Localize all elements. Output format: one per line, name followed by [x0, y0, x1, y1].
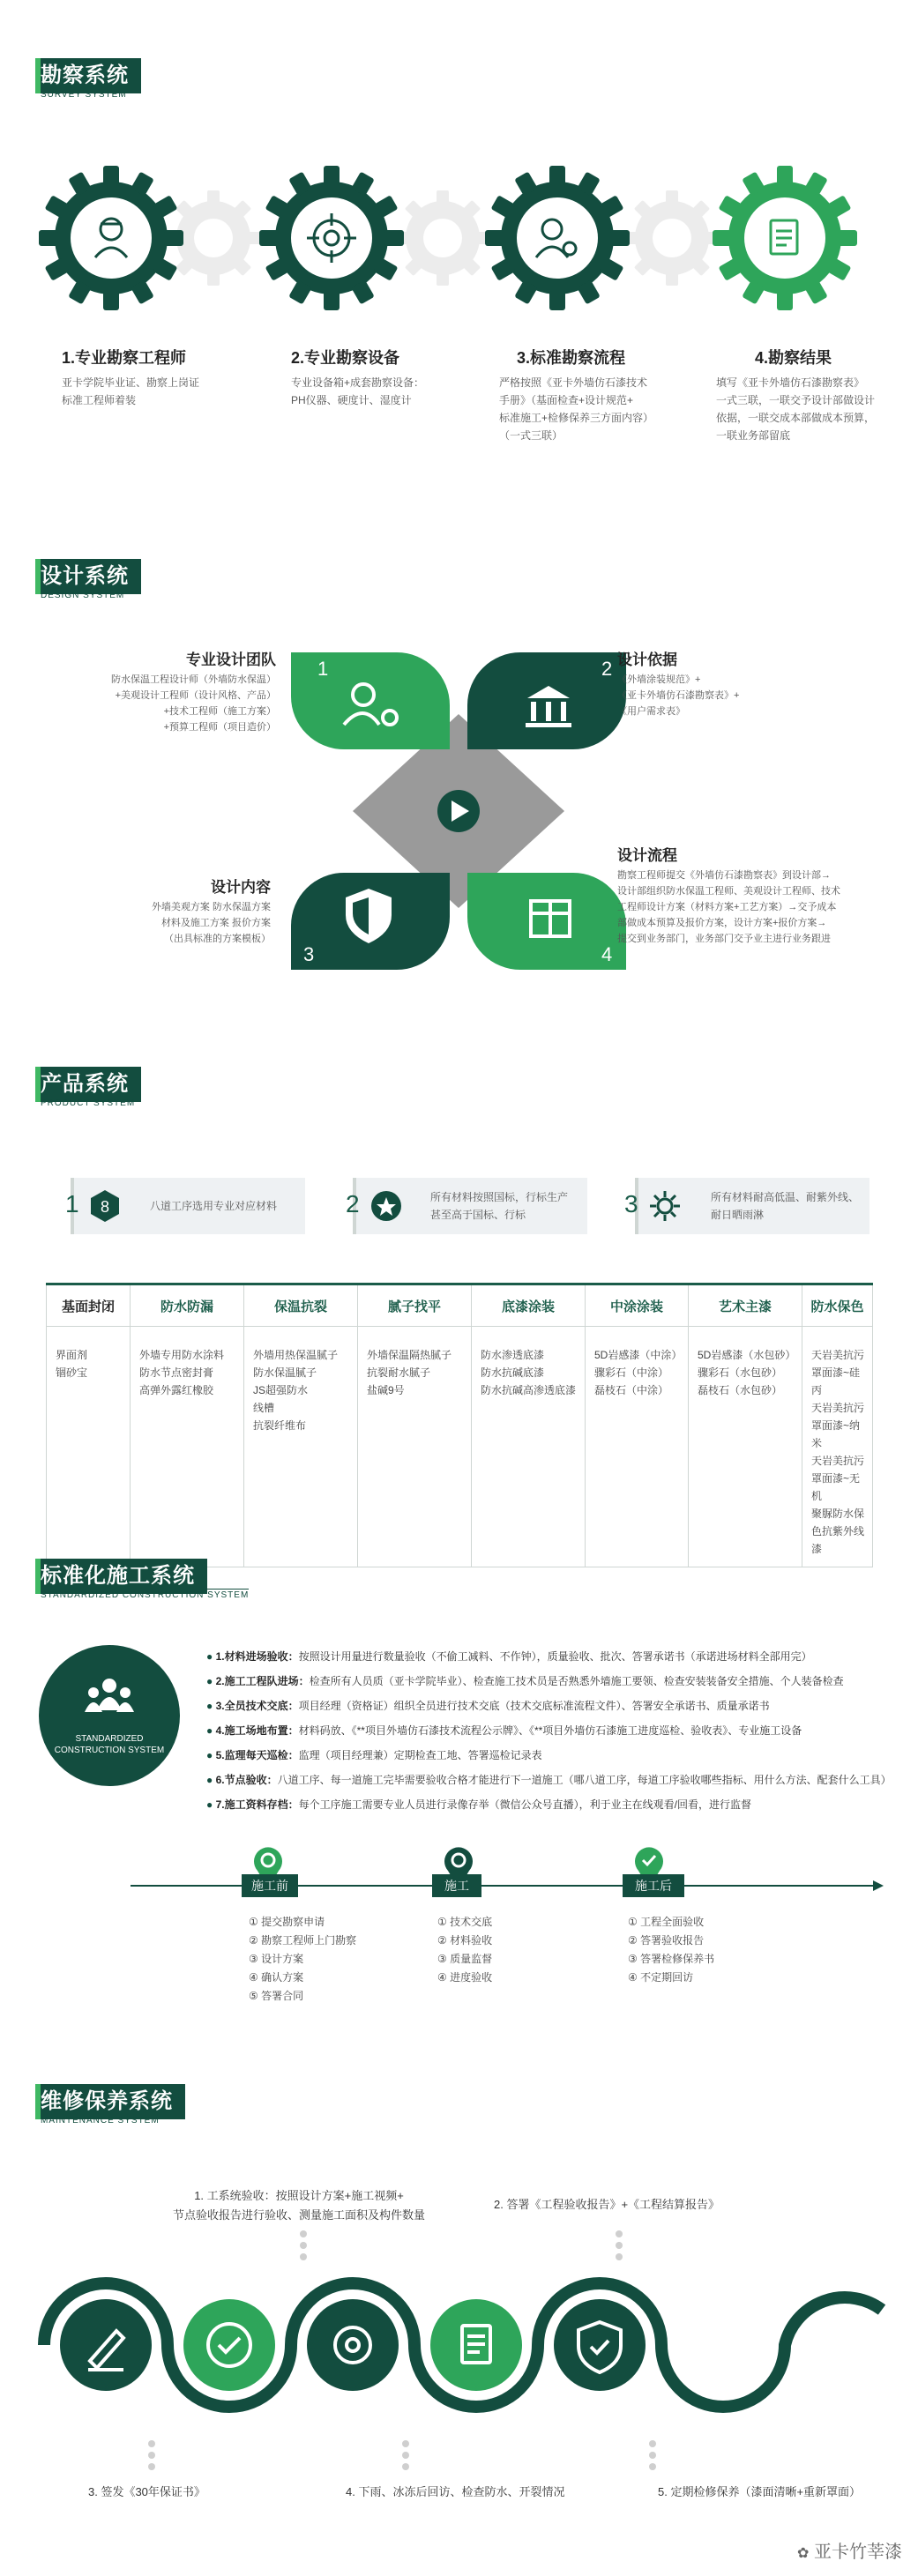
dot-connector	[402, 2440, 409, 2475]
stage-step: ① 提交勘察申请	[249, 1916, 325, 1928]
construction-item-4: ● 4.施工场地布置：材料码放、《**项目外墙仿石漆技术流程公示牌》、《**项目外墙仿石漆施工进度巡检、验收表》、专业施工设备	[206, 1724, 802, 1737]
design-team-title: 专业设计团队	[186, 651, 276, 668]
stage-step: ④ 进度验收	[437, 1971, 493, 1984]
design-num-1: 1	[317, 658, 329, 680]
design-num-2: 2	[601, 658, 613, 680]
product-cell: 5D岩感漆（水包砂） 骤彩石（水包砂） 磊枝石（水包砂）	[689, 1327, 802, 1567]
product-tag-text-3: 所有材料耐高低温、耐紫外线、 耐日晒雨淋	[711, 1191, 860, 1221]
product-title: 产品系统	[35, 1067, 141, 1102]
construction-item-head: 7.施工资料存档：	[215, 1798, 299, 1811]
stage-step: ③ 质量监督	[437, 1953, 493, 1965]
stage-step: ④ 不定期回访	[628, 1971, 694, 1984]
construction-item-head: 3.全员技术交底：	[215, 1700, 299, 1712]
construction-subtitle: STANDARDIZED CONSTRUCTION SYSTEM	[41, 1590, 250, 1600]
wechat-icon: ✿	[797, 2546, 810, 2561]
construction-item-text: 检查所有人员质（亚卡学院毕业）、检查施工技术员是否熟悉外墙施工要领、检查安装装备安全措施、个人装备检查	[309, 1675, 844, 1687]
eight-badge-icon	[88, 1188, 122, 1224]
construction-item-7: ● 7.施工资料存档：每个工序施工需要专业人员进行录像存举（微信公众号直播），利于业主在线观看/回看，进行监督	[206, 1798, 751, 1811]
product-cell: 天岩美抗污罩面漆~硅丙 天岩美抗污罩面漆~纳米 天岩美抗污罩面漆~无机 聚脲防水保色抗紫外线漆	[802, 1327, 873, 1567]
maintenance-step-2: 2. 答署《工程验收报告》+《工程结算报告》	[494, 2198, 720, 2211]
survey-item-title-2: 2.专业勘察设备	[291, 349, 400, 367]
product-th: 底漆涂装	[472, 1284, 586, 1327]
dot-connector	[649, 2440, 656, 2475]
product-cell: 外墙专用防水涂料 防水节点密封膏 高弹外露红橡胶	[131, 1327, 244, 1567]
design-basis-title: 设计依据	[617, 651, 677, 668]
product-subtitle: PRODUCT SYSTEM	[41, 1098, 136, 1108]
survey-item-desc-2: 专业设备箱+成套勘察设备： PH仪器、硬度计、湿度计	[291, 376, 425, 406]
maintenance-wave	[35, 2257, 899, 2433]
watermark-text: 亚卡竹莘漆	[814, 2542, 902, 2562]
construction-item-6: ● 6.节点验收：八道工序、每一道施工完毕需要验收合格才能进行下一道施工（哪八道工序，每道工序验收哪些指标、用什么方法、配套什么工具）	[206, 1774, 892, 1786]
product-cell: 界面剂 锢砂宝	[47, 1327, 131, 1567]
survey-item-desc-3: 严格按照《亚卡外墙仿石漆技术 手册》（基面检查+设计规范+ 标准施工+检修保养三方面内容） （一式三联）	[499, 376, 654, 442]
survey-subtitle: SURVEY SYSTEM	[41, 90, 127, 100]
stage-step: ② 答署验收报告	[628, 1934, 705, 1947]
design-diagram	[282, 644, 635, 979]
survey-item-title-3: 3.标准勘察流程	[517, 349, 626, 367]
construction-item-text: 每个工序施工需要专业人员进行录像存举（微信公众号直播），利于业主在线观看/回看，进行监督	[298, 1798, 751, 1811]
product-cell: 5D岩感漆（中涂） 骤彩石（中涂） 磊枝石（中涂）	[586, 1327, 689, 1567]
stage-before: 施工前	[242, 1874, 298, 1897]
product-th: 艺术主漆	[689, 1284, 802, 1327]
design-team-desc: 防水保温工程设计师（外墙防水保温） +美观设计工程师（设计风格、产品） +技术工程师（施工方案） +预算工程师（项目造价）	[111, 674, 276, 733]
product-th: 腻子找平	[358, 1284, 472, 1327]
maintenance-step-5: 5. 定期检修保养（漆面清晰+重新罩面）	[658, 2485, 862, 2498]
product-table	[46, 1283, 873, 1567]
construction-item-3: ● 3.全员技术交底：项目经理（资格证）组织全员进行技术交底（技术交底标准流程文件）、答署安全承诺书、质量承诺书	[206, 1700, 770, 1712]
dot-connector	[148, 2440, 155, 2475]
product-th: 防水防漏	[131, 1284, 244, 1327]
construction-item-text: 八道工序、每一道施工完毕需要验收合格才能进行下一道施工（哪八道工序，每道工序验收哪些指标、用什么方法、配套什么工具）	[277, 1774, 892, 1786]
product-th: 保温抗裂	[244, 1284, 358, 1327]
survey-item-title-4: 4.勘察结果	[755, 349, 832, 367]
team-icon	[83, 1675, 136, 1719]
stage-after: 施工后	[623, 1874, 684, 1897]
star-badge-icon	[369, 1188, 404, 1224]
stage-step: ③ 设计方案	[249, 1953, 304, 1965]
stage-step: ⑤ 答署合同	[249, 1990, 304, 2002]
construction-badge-text: STANDARDIZED CONSTRUCTION SYSTEM	[54, 1734, 165, 1755]
product-tag-num-3: 3	[624, 1190, 638, 1217]
survey-title: 勘察系统	[35, 58, 141, 93]
survey-gears	[0, 150, 918, 335]
maintenance-step-3: 3. 签发《30年保证书》	[88, 2485, 205, 2498]
design-title: 设计系统	[35, 559, 141, 594]
construction-item-head: 4.施工场地布置：	[215, 1724, 299, 1737]
stage-step: ④ 确认方案	[249, 1971, 304, 1984]
maintenance-title: 维修保养系统	[35, 2084, 185, 2119]
construction-badge	[39, 1645, 180, 1786]
design-subtitle: DESIGN SYSTEM	[41, 591, 125, 600]
construction-item-2: ● 2.施工工程队进场：检查所有人员质（亚卡学院毕业）、检查施工技术员是否熟悉外墙施工要领、检查安装装备安全措施、个人装备检查	[206, 1675, 844, 1687]
maintenance-step-4: 4. 下雨、冰冻后回访、检查防水、开裂情况	[346, 2485, 565, 2498]
stage-step: ① 技术交底	[437, 1916, 493, 1928]
design-content-desc: 外墙美观方案 防水保温方案 材料及施工方案 报价方案 （出具标准的方案模板）	[151, 902, 271, 944]
stage-during: 施工	[432, 1874, 481, 1897]
design-num-3: 3	[303, 943, 315, 965]
stage-step: ③ 答署检修保养书	[628, 1953, 715, 1965]
design-basis-desc: 《外墙涂装规范》+ 《亚卡外墙仿石漆勘察表》+ 《用户需求表》	[617, 674, 740, 717]
construction-item-head: 5.监理每天巡检：	[215, 1749, 299, 1761]
product-cell: 外墙用热保温腻子 防水保温腻子 JS超强防水 线槽 抗裂纤维布	[244, 1327, 358, 1567]
stage-step: ② 勘察工程师上门勘察	[249, 1934, 357, 1947]
stage-step: ① 工程全面验收	[628, 1916, 705, 1928]
construction-item-head: 2.施工工程队进场：	[215, 1675, 310, 1687]
product-th: 中涂涂装	[586, 1284, 689, 1327]
product-tag-text-2: 所有材料按照国标，行标生产 甚至高于国标、行标	[430, 1191, 569, 1221]
construction-item-text: 材料码放、《**项目外墙仿石漆技术流程公示牌》、《**项目外墙仿石漆施工进度巡检、验收表》、专业施工设备	[298, 1724, 802, 1737]
maintenance-subtitle: MAINTENANCE SYSTEM	[41, 2116, 160, 2126]
product-cell: 防水渗透底漆 防水抗碱底漆 防水抗碱高渗透底漆	[472, 1327, 586, 1567]
product-tag-num-1: 1	[65, 1190, 79, 1217]
design-content-title: 设计内容	[211, 879, 271, 896]
construction-item-head: 6.节点验收：	[215, 1774, 278, 1786]
construction-item-head: 1.材料进场验收：	[215, 1650, 299, 1663]
product-tag-num-2: 2	[346, 1190, 360, 1217]
design-flow-title: 设计流程	[617, 847, 677, 864]
timeline-arrow-icon	[873, 1880, 884, 1891]
design-flow-desc: 勘察工程师提交《外墙仿石漆勘察表》到设计部→ 设计部组织防水保温工程师、美观设计工程师、技术 工程师设计方案（材料方案+工艺方案）→交予成本 部做成本预算及报价方案，设计方案+报价方案→ 提交到业务部门，业务部门交予业主进行业务跟进	[617, 870, 840, 944]
product-th: 防水保色	[802, 1284, 873, 1327]
design-num-4: 4	[601, 943, 613, 965]
construction-item-5: ● 5.监理每天巡检：监理（项目经理兼）定期检查工地、答署巡检记录表	[206, 1749, 542, 1761]
watermark	[797, 2537, 902, 2563]
maintenance-step-1: 1. 工系统验收：按照设计方案+施工视频+ 节点验收报告进行验收、测量施工面积及构件数量	[173, 2189, 426, 2222]
svg-text:8: 8	[100, 1198, 110, 1216]
stage-during-steps	[437, 1913, 492, 1987]
construction-item-text: 按照设计用量进行数量验收（不偷工减料、不作钟），质量验收、批次、答署承诺书（承诺进场材料全部用完）	[298, 1650, 812, 1663]
construction-title: 标准化施工系统	[35, 1559, 207, 1594]
stage-after-steps	[628, 1913, 714, 1987]
construction-item-1: ● 1.材料进场验收：按照设计用量进行数量验收（不偷工减料、不作钟），质量验收、批次、答署承诺书（承诺进场材料全部用完）	[206, 1650, 812, 1663]
product-cell: 外墙保温隔热腻子 抗裂耐水腻子 盐碱9号	[358, 1327, 472, 1567]
stage-before-steps	[249, 1913, 356, 2006]
construction-item-text: 项目经理（资格证）组织全员进行技术交底（技术交底标准流程文件）、答署安全承诺书、质量承诺书	[298, 1700, 770, 1712]
survey-item-desc-1: 亚卡学院毕业证、勘察上岗证 标准工程师着装	[62, 376, 200, 406]
sun-icon	[647, 1188, 683, 1224]
stage-step: ② 材料验收	[437, 1934, 493, 1947]
construction-item-text: 监理（项目经理兼）定期检查工地、答署巡检记录表	[298, 1749, 542, 1761]
survey-item-title-1: 1.专业勘察工程师	[62, 349, 187, 367]
survey-item-desc-4: 填写《亚卡外墙仿石漆勘察表》 一式三联，一联交予设计部做设计 依据，一联交成本部做成本预算， 一联业务部留底	[716, 376, 876, 442]
product-th: 基面封闭	[47, 1284, 131, 1327]
product-tag-text-1: 八道工序选用专业对应材料	[150, 1200, 278, 1212]
